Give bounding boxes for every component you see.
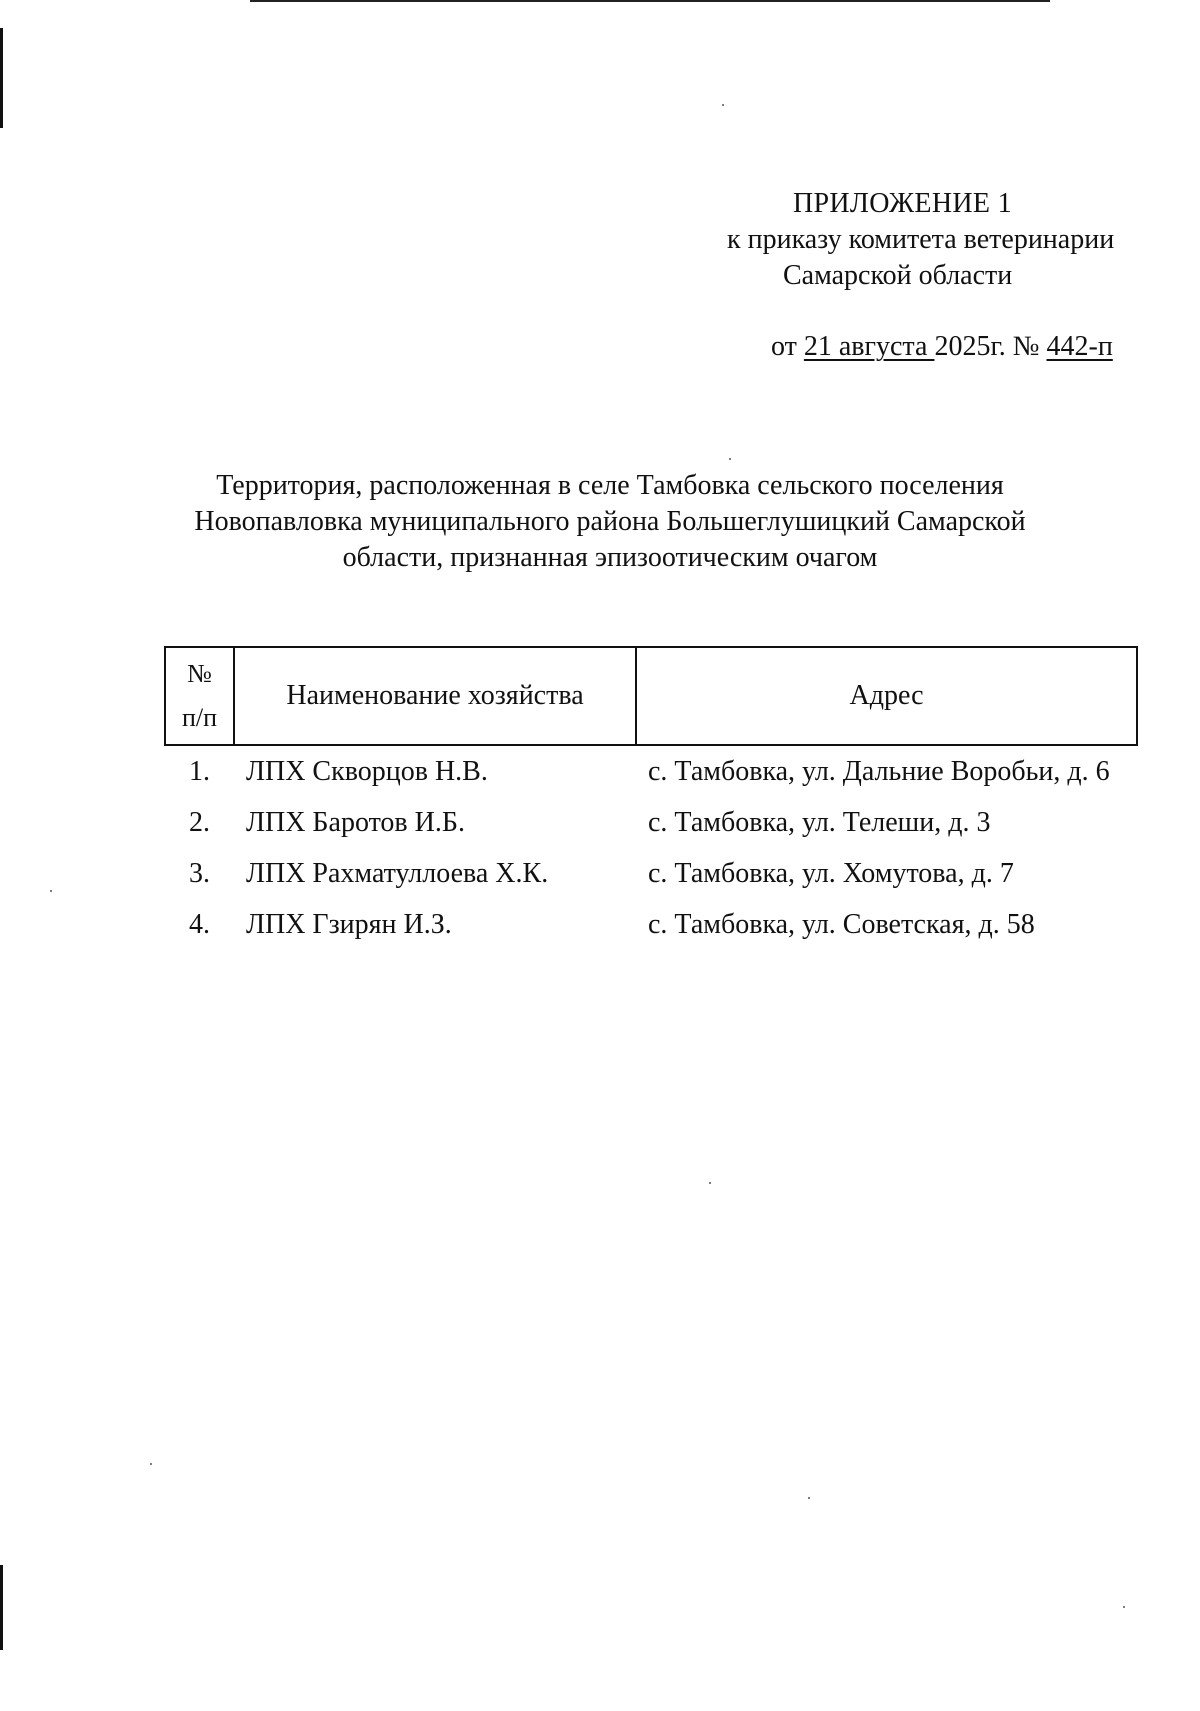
order-prefix: от (771, 331, 797, 362)
scan-artifact-edge-mark (0, 28, 3, 128)
table-row (165, 797, 1137, 848)
row-address: с. Тамбовка, ул. Дальние Воробьи, д. 6 (648, 755, 1110, 787)
order-number-sign: № (1012, 331, 1040, 362)
scan-speckle (50, 890, 52, 892)
document-title-line: Новопавловка муниципального района Большеглушицкий Самарской (194, 506, 1026, 537)
row-farm-name: ЛПХ Гзирян И.З. (246, 908, 452, 940)
scan-artifact-top-line (250, 0, 1050, 2)
row-farm-name: ЛПХ Баротов И.Б. (246, 806, 465, 838)
scan-speckle (709, 1182, 711, 1184)
document-title-line: области, признанная эпизоотическим очагом (342, 542, 878, 573)
scan-speckle (1123, 1606, 1125, 1608)
row-address: с. Тамбовка, ул. Хомутова, д. 7 (648, 857, 1014, 889)
row-number: 3. (189, 857, 210, 889)
order-reference (771, 330, 1113, 364)
column-header-name: Наименование хозяйства (234, 647, 636, 745)
row-number: 1. (189, 755, 210, 787)
column-header-address: Адрес (636, 647, 1137, 745)
row-farm-name: ЛПХ Скворцов Н.В. (246, 755, 488, 787)
row-farm-name: ЛПХ Рахматуллоева Х.К. (246, 857, 549, 889)
table-row (165, 848, 1137, 899)
scan-speckle (722, 104, 724, 106)
document-title-line: Территория, расположенная в селе Тамбовка сельского поселения (216, 470, 1004, 501)
order-date: 21 августа (803, 331, 935, 362)
scan-speckle (729, 458, 731, 460)
row-address: с. Тамбовка, ул. Советская, д. 58 (648, 908, 1035, 940)
order-year: 2025г. (934, 331, 1006, 362)
appendix-subtitle-line: к приказу комитета ветеринарии (727, 224, 1115, 255)
row-number: 4. (189, 908, 210, 940)
row-number: 2. (189, 806, 210, 838)
scan-artifact-edge-mark (0, 1565, 3, 1650)
order-number: 442-п (1046, 331, 1113, 362)
document-title (160, 468, 1060, 576)
column-header-number-abbr: п/п (181, 703, 218, 732)
table-header-row (165, 647, 1137, 745)
scan-speckle (150, 1463, 152, 1465)
appendix-title: ПРИЛОЖЕНИЕ 1 (793, 188, 1012, 219)
appendix-subtitle-line: Самарской области (783, 260, 1013, 291)
table-row (165, 745, 1137, 797)
column-header-number-sign: № (187, 659, 212, 688)
table-row (165, 899, 1137, 950)
column-header-number (165, 647, 234, 745)
farms-table (164, 646, 1138, 950)
scan-speckle (808, 1497, 810, 1499)
row-address: с. Тамбовка, ул. Телеши, д. 3 (648, 806, 991, 838)
